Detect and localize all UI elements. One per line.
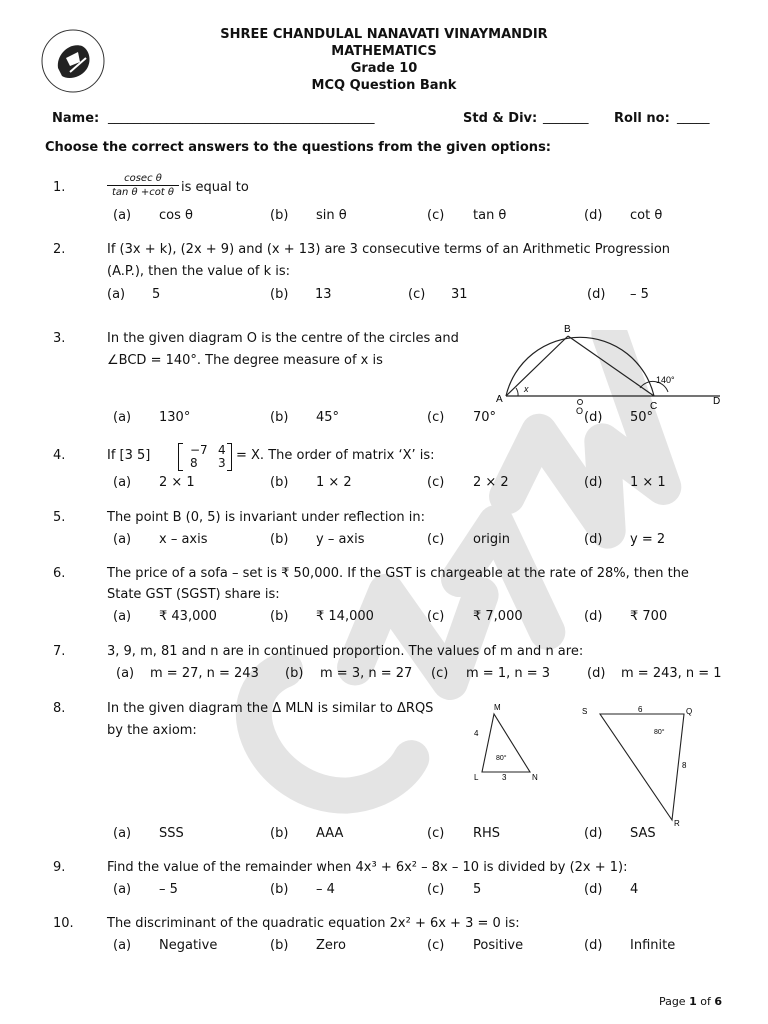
q2-option-a-label[interactable]: (a) bbox=[107, 287, 126, 302]
q6-option-c-label[interactable]: (c) bbox=[427, 609, 445, 624]
q10-text: The discriminant of the quadratic equation 2x² + 6x + 3 = 0 is: bbox=[107, 916, 520, 931]
q2-number: 2. bbox=[53, 242, 66, 257]
q7-option-d-value: m = 243, n = 1 bbox=[621, 666, 722, 681]
q9-option-d-label[interactable]: (d) bbox=[584, 882, 603, 897]
q4-matrix-a22: 3 bbox=[218, 456, 226, 470]
q5-option-b-value: y – axis bbox=[316, 532, 365, 547]
q4-matrix-a21: 8 bbox=[190, 456, 198, 470]
q3-option-c-value: 70° bbox=[473, 410, 497, 425]
q3-option-d-label[interactable]: (d) bbox=[584, 410, 603, 425]
q3-circle-diagram bbox=[488, 322, 728, 418]
q8-option-d-value: SAS bbox=[630, 826, 656, 841]
q8-label-r: R bbox=[674, 819, 680, 828]
q9-number: 9. bbox=[53, 860, 66, 875]
q2-option-c-label[interactable]: (c) bbox=[408, 287, 426, 302]
q4-option-b-label[interactable]: (b) bbox=[270, 475, 289, 490]
q3-label-c: C bbox=[650, 401, 658, 412]
q8-label-n: N bbox=[532, 773, 538, 782]
q3-option-c-label[interactable]: (c) bbox=[427, 410, 445, 425]
q9-option-c-label[interactable]: (c) bbox=[427, 882, 445, 897]
q1-option-b-value: sin θ bbox=[316, 208, 347, 223]
q6-option-c-value: ₹ 7,000 bbox=[473, 609, 523, 624]
q5-option-a-value: x – axis bbox=[159, 532, 208, 547]
q8-side-qr: 8 bbox=[682, 761, 687, 770]
q4-option-d-value: 1 × 1 bbox=[630, 475, 666, 490]
name-field[interactable]: _________________________________________ bbox=[108, 110, 375, 125]
q8-option-a-value: SSS bbox=[159, 826, 184, 841]
q3-option-b-value: 45° bbox=[316, 410, 340, 425]
q7-option-c-label[interactable]: (c) bbox=[431, 666, 449, 681]
doc-type-title: MCQ Question Bank bbox=[311, 78, 457, 93]
q3-label-b: B bbox=[564, 324, 571, 335]
q1-frac-denominator: tan θ +cot θ bbox=[111, 187, 175, 198]
name-label: Name: bbox=[52, 111, 100, 126]
q4-number: 4. bbox=[53, 448, 66, 463]
q8-option-d-label[interactable]: (d) bbox=[584, 826, 603, 841]
q8-side-ln: 3 bbox=[502, 773, 507, 782]
q2-option-b-value: 13 bbox=[315, 287, 332, 302]
q8-option-c-label[interactable]: (c) bbox=[427, 826, 445, 841]
q7-option-a-label[interactable]: (a) bbox=[116, 666, 135, 681]
q4-matrix-a12: 4 bbox=[218, 443, 226, 457]
q4-option-a-label[interactable]: (a) bbox=[113, 475, 132, 490]
q9-text: Find the value of the remainder when 4x³ + 6x² – 8x – 10 is divided by (2x + 1): bbox=[107, 860, 628, 875]
q4-matrix-a11: −7 bbox=[190, 443, 208, 457]
q10-option-c-label[interactable]: (c) bbox=[427, 938, 445, 953]
q8-side-ml: 4 bbox=[474, 729, 479, 738]
q10-option-a-value: Negative bbox=[159, 938, 218, 953]
q9-option-a-value: – 5 bbox=[159, 882, 178, 897]
q1-text: is equal to bbox=[181, 180, 249, 195]
q5-option-d-label[interactable]: (d) bbox=[584, 532, 603, 547]
q10-option-d-value: Infinite bbox=[630, 938, 676, 953]
page-number: 1 bbox=[689, 995, 697, 1008]
q4-text-pre: If [3 5] bbox=[107, 448, 151, 463]
q1-option-a-value: cos θ bbox=[159, 208, 193, 223]
q3-option-a-label[interactable]: (a) bbox=[113, 410, 132, 425]
q7-number: 7. bbox=[53, 644, 66, 659]
q1-option-b-label[interactable]: (b) bbox=[270, 208, 289, 223]
q1-fraction bbox=[107, 173, 179, 198]
q3-number: 3. bbox=[53, 331, 66, 346]
q7-text: 3, 9, m, 81 and n are in continued proportion. The values of m and n are: bbox=[107, 644, 584, 659]
q8-number: 8. bbox=[53, 701, 66, 716]
q7-option-d-label[interactable]: (d) bbox=[587, 666, 606, 681]
q3-label-angle: 140° bbox=[656, 375, 675, 385]
q10-option-b-label[interactable]: (b) bbox=[270, 938, 289, 953]
page-total: 6 bbox=[714, 995, 722, 1008]
q6-option-b-value: ₹ 14,000 bbox=[316, 609, 374, 624]
q8-label-s: S bbox=[582, 707, 588, 716]
q8-option-b-value: AAA bbox=[316, 826, 344, 841]
q6-option-b-label[interactable]: (b) bbox=[270, 609, 289, 624]
roll-no-field[interactable]: _____ bbox=[677, 110, 710, 125]
q8-option-b-label[interactable]: (b) bbox=[270, 826, 289, 841]
q9-option-b-label[interactable]: (b) bbox=[270, 882, 289, 897]
q2-option-c-value: 31 bbox=[451, 287, 468, 302]
q7-option-b-label[interactable]: (b) bbox=[285, 666, 304, 681]
q8-text-line1: In the given diagram the Δ MLN is similar to ΔRQS bbox=[107, 701, 434, 716]
q6-option-a-label[interactable]: (a) bbox=[113, 609, 132, 624]
q8-option-a-label[interactable]: (a) bbox=[113, 826, 132, 841]
q5-option-c-value: origin bbox=[473, 532, 511, 547]
q9-option-c-value: 5 bbox=[473, 882, 482, 897]
q5-option-a-label[interactable]: (a) bbox=[113, 532, 132, 547]
q3-option-d-value: 50° bbox=[630, 410, 654, 425]
q1-frac-numerator: cosec θ bbox=[107, 173, 179, 186]
q2-text-line1: If (3x + k), (2x + 9) and (x + 13) are 3 consecutive terms of an Arithmetic Progression bbox=[107, 242, 671, 257]
q5-option-b-label[interactable]: (b) bbox=[270, 532, 289, 547]
q6-number: 6. bbox=[53, 566, 66, 581]
q3-label-a: A bbox=[496, 394, 503, 405]
q1-option-d-value: cot θ bbox=[630, 208, 663, 223]
q4-option-c-value: 2 × 2 bbox=[473, 475, 509, 490]
q4-text-post: = X. The order of matrix ‘X’ is: bbox=[236, 448, 435, 463]
q7-option-a-value: m = 27, n = 243 bbox=[150, 666, 259, 681]
q5-number: 5. bbox=[53, 510, 66, 525]
q1-option-c-value: tan θ bbox=[473, 208, 507, 223]
q2-option-d-label[interactable]: (d) bbox=[587, 287, 606, 302]
page-footer bbox=[659, 995, 722, 1008]
q4-option-c-label[interactable]: (c) bbox=[427, 475, 445, 490]
q9-option-a-label[interactable]: (a) bbox=[113, 882, 132, 897]
q6-option-a-value: ₹ 43,000 bbox=[159, 609, 217, 624]
q3-text-line1: In the given diagram O is the centre of the circles and bbox=[107, 331, 459, 346]
q4-option-b-value: 1 × 2 bbox=[316, 475, 352, 490]
q5-text: The point B (0, 5) is invariant under reflection in: bbox=[107, 510, 426, 525]
q8-label-q: Q bbox=[686, 707, 693, 716]
q8-side-sq: 6 bbox=[638, 705, 643, 714]
q6-text-line1: The price of a sofa – set is ₹ 50,000. If the GST is chargeable at the rate of 28%, then the bbox=[107, 566, 689, 581]
q4-matrix bbox=[178, 443, 232, 469]
q2-option-a-value: 5 bbox=[152, 287, 161, 302]
q10-option-b-value: Zero bbox=[316, 938, 346, 953]
q4-option-d-label[interactable]: (d) bbox=[584, 475, 603, 490]
q3-text-line2: ∠BCD = 140°. The degree measure of x is bbox=[107, 353, 383, 368]
q2-text-line2: (A.P.), then the value of k is: bbox=[107, 264, 291, 279]
page-label: Page bbox=[658, 995, 686, 1008]
of-label: of bbox=[700, 995, 711, 1008]
q9-option-d-value: 4 bbox=[630, 882, 639, 897]
q5-option-d-value: y = 2 bbox=[630, 532, 666, 547]
q8-text-line2: by the axiom: bbox=[107, 723, 197, 738]
q6-option-d-label[interactable]: (d) bbox=[584, 609, 603, 624]
q8-triangle-mln bbox=[468, 702, 548, 782]
q1-number: 1. bbox=[53, 180, 66, 195]
q3-label-d: D bbox=[713, 396, 721, 407]
school-name: SHREE CHANDULAL NANAVATI VINAYMANDIR bbox=[220, 27, 548, 42]
q6-text-line2: State GST (SGST) share is: bbox=[107, 587, 280, 602]
q8-triangle-rqs bbox=[578, 702, 706, 830]
q2-option-d-value: – 5 bbox=[630, 287, 649, 302]
q3-option-a-value: 130° bbox=[159, 410, 191, 425]
q8-angle-q: 80° bbox=[654, 729, 665, 736]
q8-angle-m: 80° bbox=[496, 755, 507, 762]
q7-option-b-value: m = 3, n = 27 bbox=[320, 666, 413, 681]
std-div-label: Std & Div: bbox=[463, 111, 538, 126]
q10-number: 10. bbox=[53, 916, 74, 931]
q1-option-d-label[interactable]: (d) bbox=[584, 208, 603, 223]
std-div-field[interactable]: _______ bbox=[543, 110, 589, 125]
q5-option-c-label[interactable]: (c) bbox=[427, 532, 445, 547]
q3-option-b-label[interactable]: (b) bbox=[270, 410, 289, 425]
instruction-text: Choose the correct answers to the questions from the given options: bbox=[45, 140, 552, 155]
q8-label-m: M bbox=[494, 703, 501, 712]
q8-option-c-value: RHS bbox=[473, 826, 501, 841]
q6-option-d-value: ₹ 700 bbox=[630, 609, 668, 624]
q10-option-a-label[interactable]: (a) bbox=[113, 938, 132, 953]
q3-label-x: x bbox=[524, 384, 529, 394]
q4-option-a-value: 2 × 1 bbox=[159, 475, 195, 490]
q10-option-c-value: Positive bbox=[473, 938, 524, 953]
q10-option-d-label[interactable]: (d) bbox=[584, 938, 603, 953]
q1-option-a-label[interactable]: (a) bbox=[113, 208, 132, 223]
q1-option-c-label[interactable]: (c) bbox=[427, 208, 445, 223]
q8-label-l: L bbox=[474, 773, 479, 782]
subject-title: MATHEMATICS bbox=[331, 44, 437, 59]
q3-label-o: O bbox=[576, 406, 584, 416]
q7-option-c-value: m = 1, n = 3 bbox=[466, 666, 551, 681]
grade-title: Grade 10 bbox=[350, 61, 418, 76]
roll-no-label: Roll no: bbox=[614, 111, 670, 126]
q9-option-b-value: – 4 bbox=[316, 882, 335, 897]
q2-option-b-label[interactable]: (b) bbox=[270, 287, 289, 302]
